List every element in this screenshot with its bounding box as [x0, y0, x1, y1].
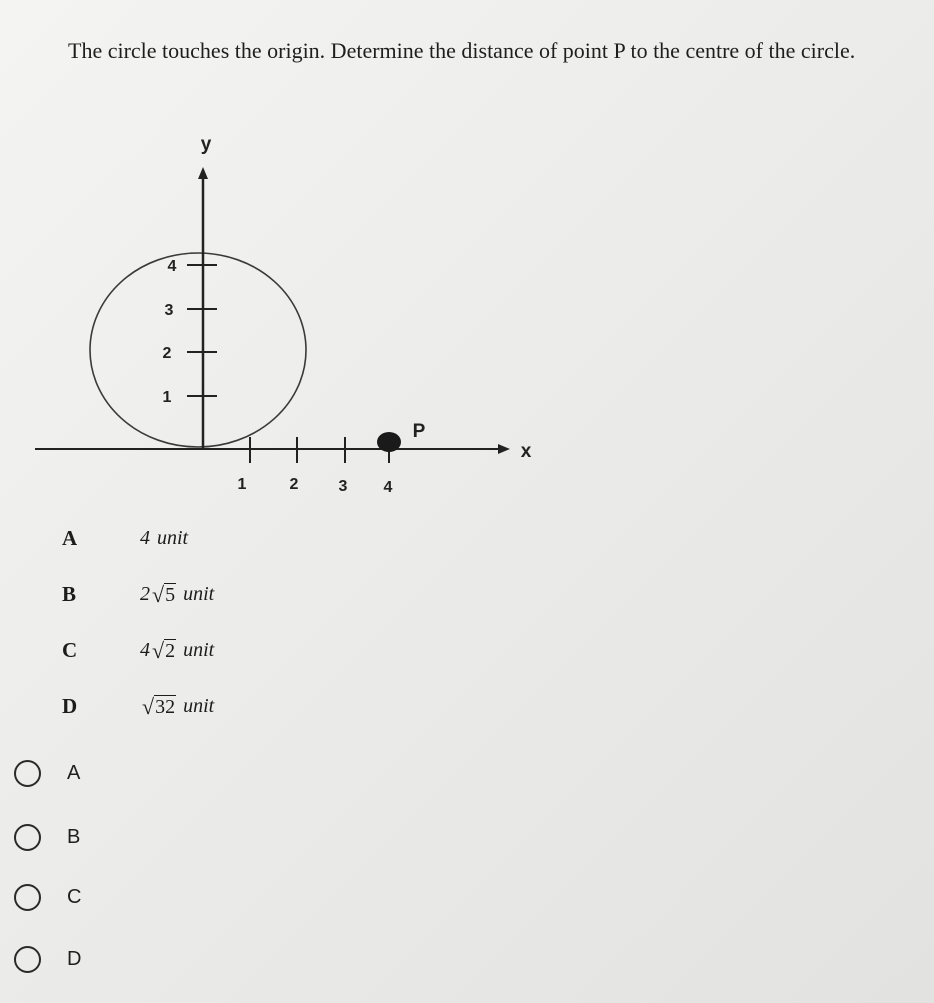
- choice-a[interactable]: [14, 760, 80, 787]
- option-b: [62, 574, 214, 614]
- option-value: [140, 695, 214, 718]
- option-unit: unit: [183, 694, 215, 717]
- radio-button-c[interactable]: [14, 884, 41, 911]
- choice-d[interactable]: [14, 946, 81, 973]
- x-axis-arrow-icon: [498, 444, 510, 454]
- sqrt-symbol: √ 32: [142, 693, 176, 719]
- y-tick-label: 2: [162, 345, 172, 362]
- option-letter: C: [62, 637, 78, 662]
- y-tick-label: 1: [162, 389, 172, 406]
- option-unit: unit: [157, 526, 189, 549]
- y-axis-label: y: [200, 134, 212, 155]
- radio-button-d[interactable]: [14, 946, 41, 973]
- option-radicand: 2: [165, 639, 176, 662]
- radio-button-b[interactable]: [14, 824, 41, 851]
- choice-label[interactable]: B: [67, 826, 81, 848]
- option-unit: unit: [183, 638, 215, 661]
- sqrt-symbol: √ 2: [152, 637, 176, 663]
- option-a: [62, 518, 188, 558]
- x-tick-label: 4: [383, 479, 393, 496]
- choice-b[interactable]: [14, 824, 80, 851]
- choice-label[interactable]: A: [67, 762, 81, 784]
- question-text: The circle touches the origin. Determine the distance of point P to the centre of the circle.: [68, 38, 856, 63]
- x-tick-label: 2: [289, 476, 299, 493]
- option-d: [62, 686, 214, 726]
- option-value: [140, 583, 214, 606]
- option-radicand: 5: [165, 583, 176, 606]
- option-value: [140, 639, 214, 662]
- y-axis-arrow-icon: [198, 167, 208, 179]
- point-p-label: P: [412, 421, 426, 442]
- option-unit: unit: [183, 582, 215, 605]
- x-axis-label: x: [520, 441, 532, 462]
- x-tick-label: 3: [338, 478, 348, 495]
- choice-c[interactable]: [14, 884, 81, 911]
- option-c: [62, 630, 214, 670]
- radio-button-a[interactable]: [14, 760, 41, 787]
- option-radicand: 32: [155, 695, 176, 718]
- option-letter: D: [62, 693, 78, 718]
- option-coefficient: 4: [140, 526, 150, 549]
- option-coefficient: 4: [140, 638, 150, 661]
- choice-label[interactable]: C: [67, 886, 82, 908]
- option-coefficient: 2: [140, 582, 150, 605]
- sqrt-symbol: √ 5: [152, 581, 176, 607]
- circle-shape: [90, 253, 306, 447]
- y-tick-label: 3: [164, 302, 174, 319]
- choice-label[interactable]: D: [67, 948, 82, 970]
- y-tick-label: 4: [167, 258, 177, 275]
- option-letter: B: [62, 581, 77, 606]
- x-tick-label: 1: [237, 476, 247, 493]
- option-value: [140, 527, 188, 550]
- point-p-dot: [377, 432, 401, 452]
- option-letter: A: [62, 525, 78, 550]
